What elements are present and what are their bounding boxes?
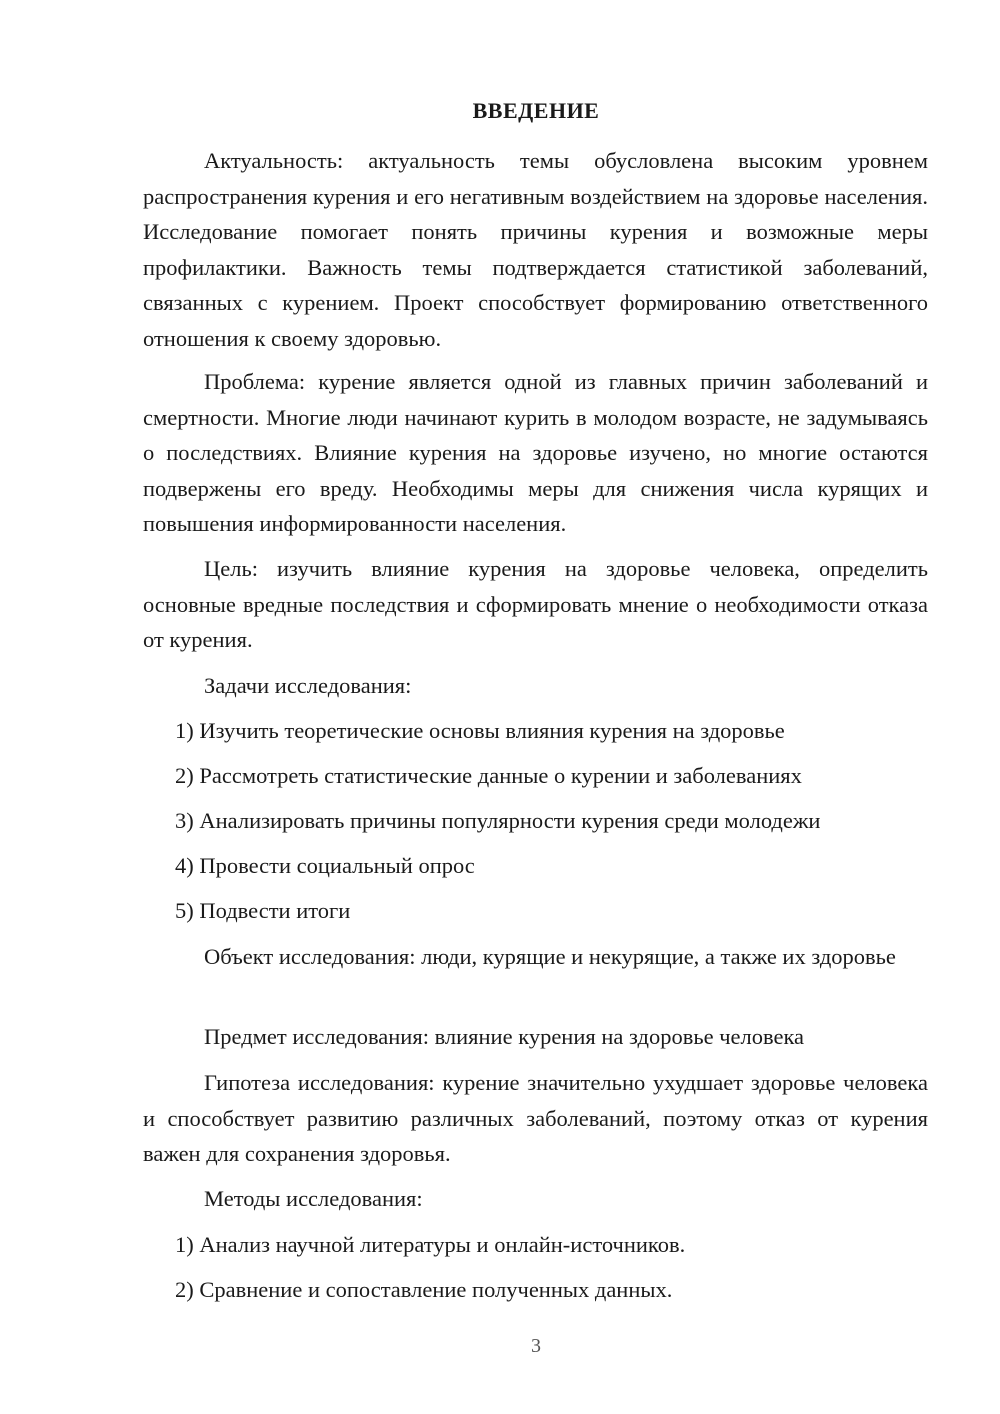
- page-number: 3: [531, 1335, 541, 1357]
- method-item: 1) Анализ научной литературы и онлайн-источников.: [175, 1232, 686, 1257]
- task-item: 3) Анализировать причины популярности курения среди молодежи: [175, 808, 821, 833]
- goal-paragraph: Цель: изучить влияние курения на здоровье человека, определить основные вредные последствия и сформировать мнение о необходимости отказа от курения.: [143, 556, 928, 652]
- task-item: 5) Подвести итоги: [175, 898, 351, 923]
- task-item: 4) Провести социальный опрос: [175, 853, 475, 878]
- task-item: 1) Изучить теоретические основы влияния курения на здоровье: [175, 718, 785, 743]
- subject-paragraph: Предмет исследования: влияние курения на здоровье человека: [204, 1024, 805, 1049]
- method-item: 2) Сравнение и сопоставление полученных данных.: [175, 1277, 673, 1302]
- relevance-paragraph: Актуальность: актуальность темы обусловлена высоким уровнем распространения курения и его негативным воздействием на здоровье населения. Исследование помогает понять причины курения и возможные меры профилактики. Важность темы подтверждается статистикой заболеваний, связанных с курением. Проект способствует формированию ответственного отношения к своему здоровью.: [143, 148, 928, 351]
- object-paragraph: Объект исследования: люди, курящие и некурящие, а также их здоровье: [204, 944, 896, 969]
- tasks-heading: Задачи исследования:: [204, 673, 412, 698]
- page-title: ВВЕДЕНИЕ: [472, 98, 600, 123]
- problem-paragraph: Проблема: курение является одной из главных причин заболеваний и смертности. Многие люди начинают курить в молодом возрасте, не задумываясь о последствиях. Влияние курения на здоровье изучено, но многие остаются подвержены его вреду. Необходимы меры для снижения числа курящих и повышения информированности населения.: [143, 369, 928, 536]
- methods-heading: Методы исследования:: [204, 1186, 423, 1211]
- hypothesis-paragraph: Гипотеза исследования: курение значительно ухудшает здоровье человека и способствует развитию различных заболеваний, поэтому отказ от курения важен для сохранения здоровья.: [143, 1070, 928, 1166]
- task-item: 2) Рассмотреть статистические данные о курении и заболеваниях: [175, 763, 802, 788]
